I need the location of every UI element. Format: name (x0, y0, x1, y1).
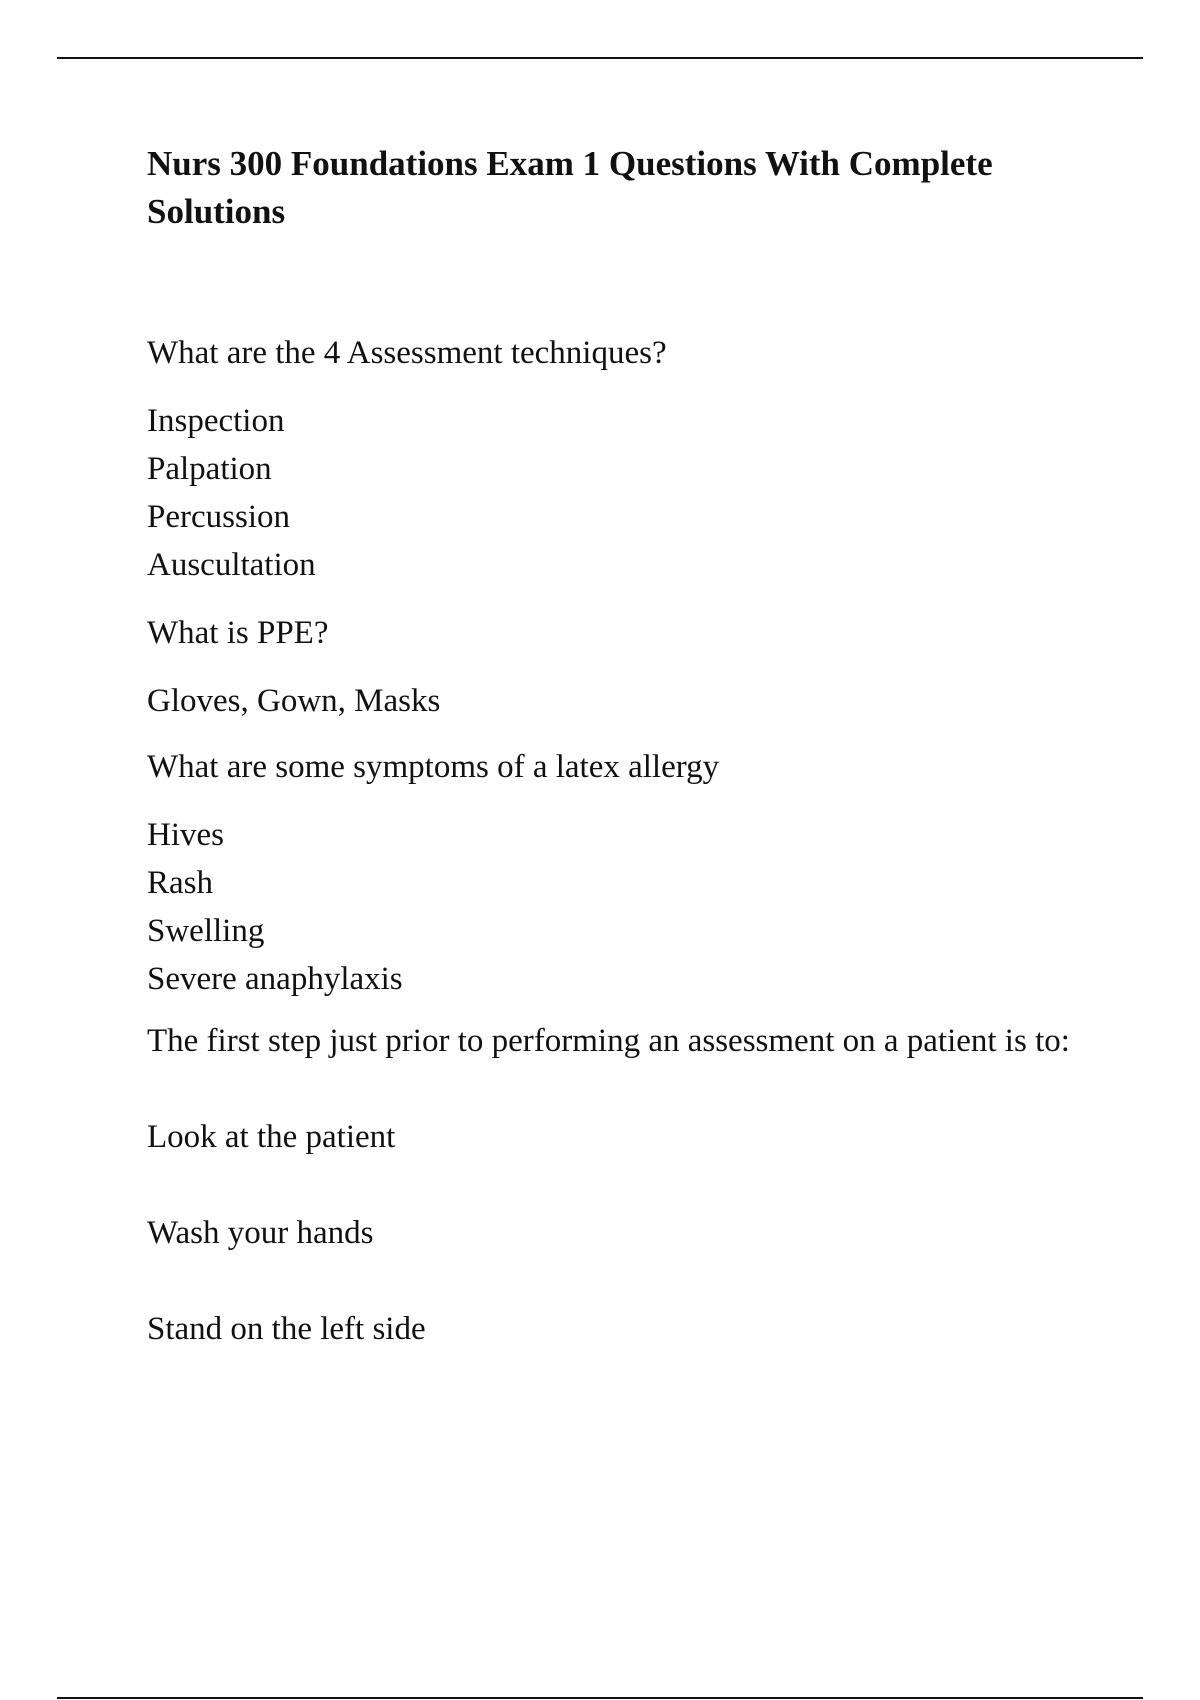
header-rule (57, 57, 1143, 59)
answer-2 (147, 677, 1097, 725)
answer-1-line: Auscultation (147, 547, 316, 583)
page-title: Nurs 300 Foundations Exam 1 Questions With Complete Solutions (147, 144, 993, 231)
answer-option: Stand on the left side (147, 1311, 426, 1347)
question-1: What are the 4 Assessment techniques? (147, 335, 667, 371)
answer-3-line: Swelling (147, 913, 265, 949)
question-2: What is PPE? (147, 615, 329, 651)
answer-1-line: Percussion (147, 499, 290, 535)
answer-2-line: Gloves, Gown, Masks (147, 683, 441, 719)
answer-3 (147, 811, 1097, 1003)
answer-option: Wash your hands (147, 1215, 374, 1251)
question-3: What are some symptoms of a latex allergy (147, 749, 720, 785)
footer-rule (57, 1697, 1143, 1699)
answer-1-line: Palpation (147, 451, 272, 487)
question-answer-list (147, 329, 1097, 1401)
answer-3-line: Severe anaphylaxis (147, 961, 403, 997)
question-4: The first step just prior to performing an assessment on a patient is to: (147, 1023, 1070, 1059)
answer-1 (147, 397, 1097, 589)
answer-3-line: Rash (147, 865, 213, 901)
answer-1-line: Inspection (147, 403, 285, 439)
document-header (147, 140, 1097, 236)
answer-3-line: Hives (147, 817, 224, 853)
answer-option: Look at the patient (147, 1119, 396, 1155)
